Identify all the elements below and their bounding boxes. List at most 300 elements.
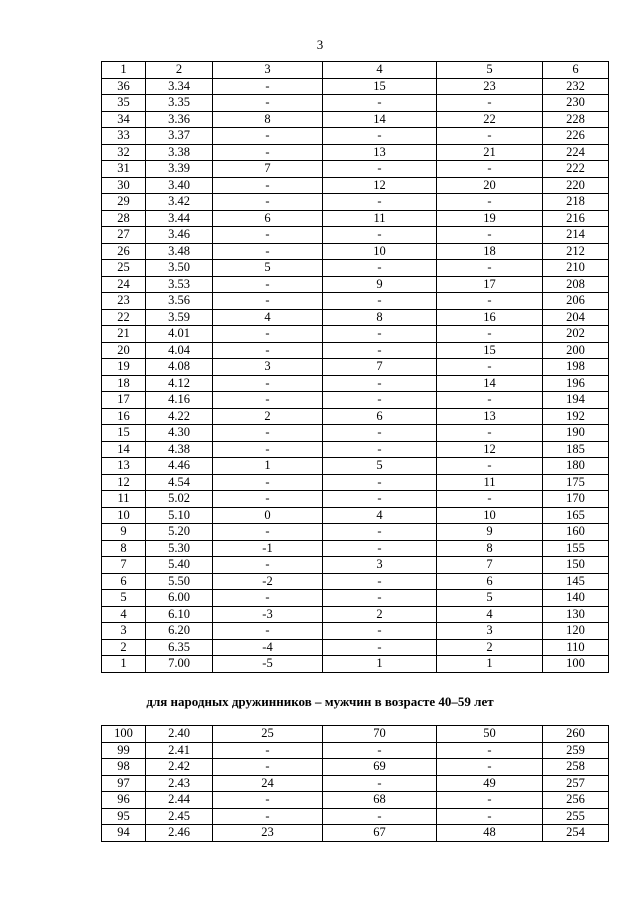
table-cell: 5 <box>213 260 323 277</box>
table-cell: - <box>213 177 323 194</box>
table-cell: - <box>323 590 437 607</box>
section-subtitle: для народных дружинников – мужчин в возрасте 40–59 лет <box>146 694 494 709</box>
table-cell: 254 <box>543 825 609 842</box>
table-cell: - <box>213 441 323 458</box>
table-cell: 130 <box>543 606 609 623</box>
table-cell: 20 <box>102 342 146 359</box>
table-cell: 23 <box>213 825 323 842</box>
table-cell: 35 <box>102 95 146 112</box>
table-cell: -4 <box>213 639 323 656</box>
table-cell: 28 <box>102 210 146 227</box>
table-cell: - <box>323 95 437 112</box>
table-cell: 2.44 <box>146 792 213 809</box>
table-cell: 17 <box>437 276 543 293</box>
table-row <box>102 243 609 260</box>
table-row <box>102 161 609 178</box>
table-cell: 5 <box>437 590 543 607</box>
table-cell: 68 <box>323 792 437 809</box>
table-cell: 6.10 <box>146 606 213 623</box>
table-cell: 202 <box>543 326 609 343</box>
table-cell: - <box>323 425 437 442</box>
table-row <box>102 656 609 673</box>
table-cell: 22 <box>102 309 146 326</box>
table-cell: 165 <box>543 507 609 524</box>
table-cell: 70 <box>323 726 437 743</box>
table-cell: 12 <box>437 441 543 458</box>
table-cell: - <box>213 276 323 293</box>
table-cell: - <box>213 392 323 409</box>
table-row <box>102 95 609 112</box>
table-cell: 34 <box>102 111 146 128</box>
table-cell: 30 <box>102 177 146 194</box>
table-row <box>102 293 609 310</box>
table-cell: 4 <box>323 507 437 524</box>
table-cell: 224 <box>543 144 609 161</box>
table-cell: 9 <box>102 524 146 541</box>
table-row <box>102 524 609 541</box>
table-cell: 15 <box>323 78 437 95</box>
table-cell: - <box>213 590 323 607</box>
table-cell: - <box>437 425 543 442</box>
table-cell: 3.38 <box>146 144 213 161</box>
table-header-row <box>102 62 609 79</box>
table-row <box>102 606 609 623</box>
table-cell: 200 <box>543 342 609 359</box>
table-row <box>102 557 609 574</box>
column-number-cell: 2 <box>146 62 213 79</box>
table-row <box>102 491 609 508</box>
table-cell: - <box>437 161 543 178</box>
table-row <box>102 144 609 161</box>
table-cell: 25 <box>213 726 323 743</box>
table-cell: 3 <box>323 557 437 574</box>
table-row <box>102 342 609 359</box>
table-cell: 4.30 <box>146 425 213 442</box>
table-cell: - <box>437 260 543 277</box>
table-cell: -1 <box>213 540 323 557</box>
table-cell: - <box>213 474 323 491</box>
table-cell: 13 <box>102 458 146 475</box>
table-row <box>102 759 609 776</box>
table-cell: 6.35 <box>146 639 213 656</box>
table-cell: - <box>213 243 323 260</box>
table-cell: -2 <box>213 573 323 590</box>
table-cell: - <box>437 808 543 825</box>
table-cell: 69 <box>323 759 437 776</box>
table-cell: 48 <box>437 825 543 842</box>
table-cell: - <box>323 392 437 409</box>
table-cell: 1 <box>102 656 146 673</box>
table-cell: 1 <box>437 656 543 673</box>
table-cell: 11 <box>323 210 437 227</box>
table-cell: 3.53 <box>146 276 213 293</box>
table-cell: 3.56 <box>146 293 213 310</box>
table-cell: - <box>213 78 323 95</box>
table-cell: 4 <box>102 606 146 623</box>
table-cell: 2.45 <box>146 808 213 825</box>
table-cell: 97 <box>102 775 146 792</box>
table-cell: - <box>323 326 437 343</box>
table-cell: 2 <box>102 639 146 656</box>
table-cell: - <box>437 194 543 211</box>
table-cell: 13 <box>323 144 437 161</box>
table-row <box>102 808 609 825</box>
table-cell: 4.22 <box>146 408 213 425</box>
standards-table-men-40-59 <box>101 725 609 842</box>
table-cell: 8 <box>437 540 543 557</box>
table-cell: 23 <box>102 293 146 310</box>
table-cell: 2.42 <box>146 759 213 776</box>
table-cell: 3.46 <box>146 227 213 244</box>
table-cell: - <box>213 375 323 392</box>
table-cell: 21 <box>437 144 543 161</box>
table-cell: - <box>323 639 437 656</box>
table-row <box>102 128 609 145</box>
table-cell: 2.40 <box>146 726 213 743</box>
table-cell: -5 <box>213 656 323 673</box>
table-cell: 4 <box>437 606 543 623</box>
column-number-cell: 6 <box>543 62 609 79</box>
table-cell: 10 <box>102 507 146 524</box>
table-cell: 214 <box>543 227 609 244</box>
table-row <box>102 441 609 458</box>
table-cell: 0 <box>213 507 323 524</box>
table-row <box>102 507 609 524</box>
table-cell: 6.20 <box>146 623 213 640</box>
table-cell: - <box>213 425 323 442</box>
table-cell: 3 <box>213 359 323 376</box>
table-cell: - <box>323 342 437 359</box>
table-cell: - <box>323 161 437 178</box>
table-cell: - <box>323 260 437 277</box>
table-cell: 7 <box>213 161 323 178</box>
table-cell: - <box>213 623 323 640</box>
table-cell: 3.35 <box>146 95 213 112</box>
table-cell: - <box>323 375 437 392</box>
table-cell: - <box>437 95 543 112</box>
table-cell: 7 <box>437 557 543 574</box>
table-cell: 3.48 <box>146 243 213 260</box>
table-cell: 2 <box>213 408 323 425</box>
table-cell: 11 <box>437 474 543 491</box>
table-cell: 26 <box>102 243 146 260</box>
column-number-cell: 4 <box>323 62 437 79</box>
table-cell: 3 <box>102 623 146 640</box>
table-cell: 210 <box>543 260 609 277</box>
table-cell: - <box>213 227 323 244</box>
table-cell: 6 <box>437 573 543 590</box>
table-cell: 13 <box>437 408 543 425</box>
table-cell: - <box>437 792 543 809</box>
table-cell: - <box>437 326 543 343</box>
table-row <box>102 260 609 277</box>
table-cell: - <box>437 227 543 244</box>
table-row <box>102 408 609 425</box>
table-cell: - <box>213 557 323 574</box>
table-cell: 22 <box>437 111 543 128</box>
table-cell: 4.46 <box>146 458 213 475</box>
table-row <box>102 573 609 590</box>
table-cell: - <box>437 359 543 376</box>
table-cell: - <box>437 742 543 759</box>
table-cell: 222 <box>543 161 609 178</box>
page-number: 3 <box>316 37 324 52</box>
table-cell: 110 <box>543 639 609 656</box>
table-cell: 36 <box>102 78 146 95</box>
table-cell: 4.38 <box>146 441 213 458</box>
table-cell: 4 <box>213 309 323 326</box>
table-cell: 16 <box>102 408 146 425</box>
table-cell: 19 <box>102 359 146 376</box>
table-cell: - <box>323 573 437 590</box>
table-cell: 14 <box>437 375 543 392</box>
table-cell: 3.34 <box>146 78 213 95</box>
table-row <box>102 623 609 640</box>
table-cell: 220 <box>543 177 609 194</box>
table-cell: - <box>213 342 323 359</box>
table-cell: 98 <box>102 759 146 776</box>
table-cell: -3 <box>213 606 323 623</box>
table-cell: 5.50 <box>146 573 213 590</box>
table-cell: 1 <box>213 458 323 475</box>
table-cell: 9 <box>323 276 437 293</box>
table-cell: 208 <box>543 276 609 293</box>
table-cell: - <box>323 194 437 211</box>
table-cell: 6.00 <box>146 590 213 607</box>
table-row <box>102 309 609 326</box>
table-cell: 4.04 <box>146 342 213 359</box>
table-row <box>102 227 609 244</box>
table-cell: 175 <box>543 474 609 491</box>
table-cell: 6 <box>323 408 437 425</box>
table-cell: 8 <box>102 540 146 557</box>
table-cell: 99 <box>102 742 146 759</box>
table-cell: 16 <box>437 309 543 326</box>
table-cell: 7 <box>102 557 146 574</box>
table-cell: 4.16 <box>146 392 213 409</box>
table-cell: 9 <box>437 524 543 541</box>
table-cell: - <box>323 742 437 759</box>
table-cell: - <box>437 392 543 409</box>
table-row <box>102 540 609 557</box>
table-cell: 3.37 <box>146 128 213 145</box>
table-cell: 27 <box>102 227 146 244</box>
table-cell: - <box>437 458 543 475</box>
table-cell: - <box>213 326 323 343</box>
table-row <box>102 276 609 293</box>
table-cell: 29 <box>102 194 146 211</box>
table-cell: - <box>437 759 543 776</box>
table-cell: 2 <box>323 606 437 623</box>
table-cell: 256 <box>543 792 609 809</box>
table-cell: 17 <box>102 392 146 409</box>
table-cell: 226 <box>543 128 609 145</box>
table-cell: 32 <box>102 144 146 161</box>
table-cell: - <box>323 623 437 640</box>
table-cell: 140 <box>543 590 609 607</box>
table-cell: 196 <box>543 375 609 392</box>
table-cell: 19 <box>437 210 543 227</box>
table-cell: 155 <box>543 540 609 557</box>
table-row <box>102 726 609 743</box>
table-cell: 2 <box>437 639 543 656</box>
table-cell: - <box>323 227 437 244</box>
table-cell: - <box>213 742 323 759</box>
table-row <box>102 474 609 491</box>
table-cell: 5.10 <box>146 507 213 524</box>
table-cell: 33 <box>102 128 146 145</box>
standards-table-continued <box>101 61 609 673</box>
table-cell: - <box>323 808 437 825</box>
table-row <box>102 425 609 442</box>
table-cell: 5.02 <box>146 491 213 508</box>
table-cell: 3.44 <box>146 210 213 227</box>
table-cell: 95 <box>102 808 146 825</box>
table-row <box>102 742 609 759</box>
table-cell: 14 <box>323 111 437 128</box>
table-cell: 15 <box>102 425 146 442</box>
table-cell: 216 <box>543 210 609 227</box>
table-cell: 21 <box>102 326 146 343</box>
table-cell: 194 <box>543 392 609 409</box>
table-cell: 12 <box>323 177 437 194</box>
table-cell: 20 <box>437 177 543 194</box>
table-cell: 3.36 <box>146 111 213 128</box>
table-cell: - <box>437 293 543 310</box>
table-cell: - <box>323 293 437 310</box>
table-cell: 50 <box>437 726 543 743</box>
table-cell: 6 <box>102 573 146 590</box>
table-cell: 14 <box>102 441 146 458</box>
table-row <box>102 375 609 392</box>
table-row <box>102 775 609 792</box>
table-cell: 2.41 <box>146 742 213 759</box>
table-cell: 3.40 <box>146 177 213 194</box>
table-cell: 18 <box>102 375 146 392</box>
table-cell: 25 <box>102 260 146 277</box>
table-cell: 1 <box>323 656 437 673</box>
table-cell: - <box>213 95 323 112</box>
table-cell: 259 <box>543 742 609 759</box>
table-cell: - <box>323 128 437 145</box>
table-cell: 67 <box>323 825 437 842</box>
table-cell: 15 <box>437 342 543 359</box>
table-cell: 260 <box>543 726 609 743</box>
column-number-cell: 1 <box>102 62 146 79</box>
table-cell: 257 <box>543 775 609 792</box>
table-cell: 23 <box>437 78 543 95</box>
table-cell: 5 <box>102 590 146 607</box>
table-cell: 12 <box>102 474 146 491</box>
table-cell: 6 <box>213 210 323 227</box>
table-cell: 5.30 <box>146 540 213 557</box>
table-row <box>102 210 609 227</box>
table-cell: 198 <box>543 359 609 376</box>
table-cell: - <box>323 441 437 458</box>
table-cell: 5 <box>323 458 437 475</box>
table-row <box>102 78 609 95</box>
table-cell: 96 <box>102 792 146 809</box>
table-row <box>102 825 609 842</box>
table-cell: 4.08 <box>146 359 213 376</box>
table-cell: 170 <box>543 491 609 508</box>
table-cell: 228 <box>543 111 609 128</box>
table-cell: 4.54 <box>146 474 213 491</box>
table-cell: - <box>213 491 323 508</box>
table-cell: 100 <box>543 656 609 673</box>
table-cell: 5.40 <box>146 557 213 574</box>
table-cell: 94 <box>102 825 146 842</box>
table-cell: - <box>323 540 437 557</box>
table-cell: 4.01 <box>146 326 213 343</box>
table-cell: 192 <box>543 408 609 425</box>
table-cell: 24 <box>213 775 323 792</box>
table-cell: 190 <box>543 425 609 442</box>
table-cell: - <box>213 128 323 145</box>
table-cell: - <box>213 524 323 541</box>
column-number-cell: 3 <box>213 62 323 79</box>
table-cell: 180 <box>543 458 609 475</box>
table-cell: 206 <box>543 293 609 310</box>
table-cell: 8 <box>323 309 437 326</box>
table-row <box>102 639 609 656</box>
table-cell: - <box>323 775 437 792</box>
table-row <box>102 792 609 809</box>
table-cell: - <box>323 491 437 508</box>
table-cell: 10 <box>437 507 543 524</box>
table-cell: 18 <box>437 243 543 260</box>
table-cell: 150 <box>543 557 609 574</box>
table-cell: 145 <box>543 573 609 590</box>
table-cell: 3.42 <box>146 194 213 211</box>
table-cell: - <box>437 491 543 508</box>
table-cell: 100 <box>102 726 146 743</box>
table-cell: 120 <box>543 623 609 640</box>
table-cell: 10 <box>323 243 437 260</box>
table-cell: - <box>213 808 323 825</box>
table-cell: 3.59 <box>146 309 213 326</box>
table-cell: 204 <box>543 309 609 326</box>
table-cell: - <box>213 293 323 310</box>
table-cell: 218 <box>543 194 609 211</box>
table-cell: 11 <box>102 491 146 508</box>
table-row <box>102 458 609 475</box>
table-cell: 3.39 <box>146 161 213 178</box>
table-cell: 2.46 <box>146 825 213 842</box>
table-cell: 3 <box>437 623 543 640</box>
table-cell: 185 <box>543 441 609 458</box>
table-row <box>102 177 609 194</box>
table-cell: - <box>213 194 323 211</box>
table-cell: - <box>213 144 323 161</box>
table-cell: 5.20 <box>146 524 213 541</box>
table-row <box>102 392 609 409</box>
table-cell: 3.50 <box>146 260 213 277</box>
table-cell: 212 <box>543 243 609 260</box>
table-cell: - <box>323 474 437 491</box>
table-cell: - <box>323 524 437 541</box>
table-cell: - <box>213 792 323 809</box>
table-cell: 2.43 <box>146 775 213 792</box>
table-row <box>102 359 609 376</box>
table-row <box>102 590 609 607</box>
table-cell: 255 <box>543 808 609 825</box>
table-cell: - <box>213 759 323 776</box>
table-cell: 230 <box>543 95 609 112</box>
table-cell: 49 <box>437 775 543 792</box>
table-cell: 31 <box>102 161 146 178</box>
table-cell: - <box>437 128 543 145</box>
